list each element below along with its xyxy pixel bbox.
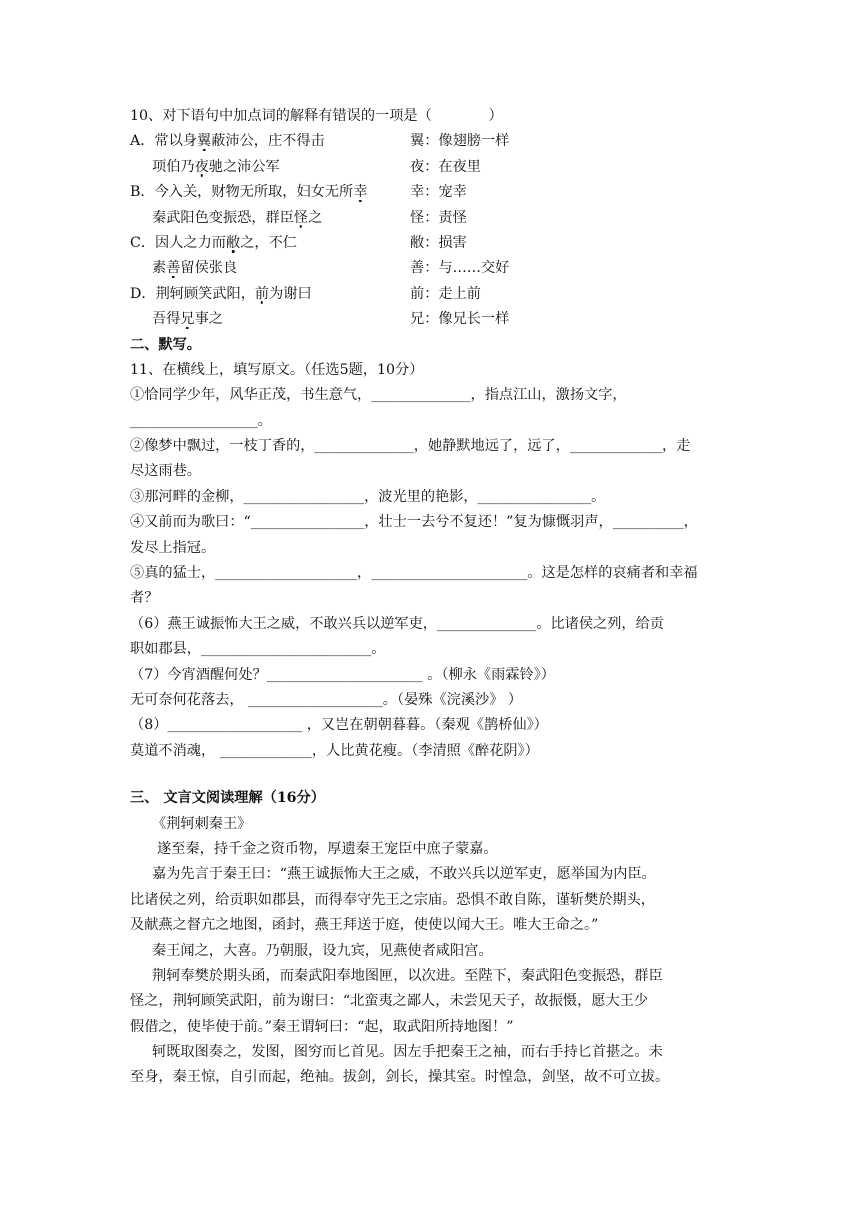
dictation-line: ②像梦中飘过，一枝丁香的，______________，她静默地远了，远了，_____________，走: [130, 438, 691, 455]
passage-line: 至身，秦王惊，自引而起，绝袖。拔剑，剑长，操其室。时惶急，剑坚，故不可立拔。: [130, 1069, 670, 1086]
option-explanation: 敝：损害: [410, 234, 467, 251]
passage-title: 《荆轲刺秦王》: [152, 815, 252, 832]
question-10-options: [130, 129, 730, 332]
dictation-line: （8）___________________ ，又岂在朝朝暮暮。（秦观《鹊桥仙》）: [130, 717, 548, 734]
emphasis-dot-char: 敝: [225, 234, 241, 251]
dictation-line: ①恰同学少年，风华正茂，书生意气，______________，指点江山，激扬文字，: [130, 387, 627, 404]
option-row: [130, 180, 730, 205]
question-10-stem: 10、对下语句中加点词的解释有错误的一项是（ ）: [130, 108, 503, 124]
passage-line: 遂至秦，持千金之资币物，厚遗秦王宠臣中庶子蒙嘉。: [157, 840, 498, 857]
dictation-line: ③那河畔的金柳，_________________，波光里的艳影，________________。: [130, 488, 606, 505]
option-sentence: D．荆轲顾笑武阳，前为谢曰: [130, 285, 312, 302]
emphasis-dot-char: 翼: [197, 133, 212, 150]
option-sentence: 项伯乃夜驰之沛公军: [152, 158, 280, 175]
dictation-line: 尽这雨巷。: [130, 463, 201, 480]
dictation-line: ⑤真的猛士，____________________，______________________。这是怎样的哀痛者和幸福: [130, 565, 698, 582]
option-explanation: 怪：责怪: [410, 209, 467, 226]
emphasis-dot-char: 幸: [353, 184, 368, 201]
emphasis-dot-char: 夜: [194, 158, 209, 175]
emphasis-dot-char: 前: [254, 285, 270, 302]
option-row: [130, 307, 730, 332]
dictation-line: 发尽上指冠。: [130, 539, 216, 556]
section-2-heading: 二、默写。: [130, 336, 201, 353]
dictation-lines: [130, 383, 730, 764]
option-row: [130, 282, 730, 307]
question-11-intro: 11、在横线上，填写原文。（任选5题，10分）: [130, 361, 424, 378]
emphasis-dot-char: 兄: [180, 311, 195, 328]
option-sentence: 素善留侯张良: [152, 260, 238, 277]
dictation-line: __________________。: [130, 412, 272, 429]
option-sentence: 吾得兄事之: [152, 311, 223, 328]
option-sentence: 秦武阳色变振恐，群臣怪之: [152, 209, 323, 226]
emphasis-dot-char: 善: [166, 260, 181, 277]
passage-line: 嘉为先言于秦王曰：“燕王诚振怖大王之威，不敢兴兵以逆军吏，愿举国为内臣。: [152, 866, 656, 883]
option-explanation: 夜：在夜里: [410, 158, 481, 175]
option-row: [130, 256, 730, 281]
emphasis-dot-char: 怪: [293, 209, 309, 226]
passage-line: 轲既取图奏之，发图，图穷而匕首见。因左手把秦王之袖，而右手持匕首揕之。未: [152, 1044, 663, 1061]
passage-line: 比诸侯之列，给贡职如郡县，而得奉守先王之宗庙。恐惧不敢自陈，谨斩樊於期头，: [130, 891, 655, 908]
dictation-line: 者？: [130, 590, 159, 607]
passage-line: 秦王闻之，大喜。乃朝服，设九宾，见燕使者咸阳宫。: [152, 942, 493, 959]
dictation-line: 职如郡县，________________________。: [130, 641, 386, 658]
classical-passage: [130, 837, 730, 1091]
option-sentence: B．今入关，财物无所取，妇女无所幸: [130, 184, 368, 201]
passage-line: 假借之，使毕使于前。”秦王谓轲曰：“起，取武阳所持地图！”: [130, 1018, 514, 1035]
option-sentence: A．常以身翼蔽沛公，庄不得击: [130, 133, 325, 150]
option-row: [130, 206, 730, 231]
passage-line: 怪之，荆轲顾笑武阳，前为谢曰：“北蛮夷之鄙人，未尝见天子，故振慑，愿大王少: [130, 993, 649, 1010]
option-explanation: 幸：宠幸: [410, 184, 467, 201]
passage-line: 荆轲奉樊於期头函，而秦武阳奉地图匣，以次进。至陛下，秦武阳色变振恐，群臣: [152, 967, 663, 984]
option-explanation: 兄：像兄长一样: [410, 311, 510, 328]
exam-page: [130, 104, 730, 1091]
section-3-heading: 三、 文言文阅读理解（16分）: [130, 790, 325, 807]
option-row: [130, 231, 730, 256]
passage-line: 及献燕之督亢之地图，函封，燕王拜送于庭，使使以闻大王。唯大王命之。”: [130, 917, 599, 934]
option-explanation: 善：与……交好: [410, 260, 510, 277]
option-explanation: 翼：像翅膀一样: [410, 133, 510, 150]
dictation-line: （6）燕王诚振怖大王之威，不敢兴兵以逆军吏，______________。比诸侯之列，给贡: [130, 615, 664, 632]
option-sentence: C．因人之力而敝之，不仁: [130, 234, 297, 251]
option-explanation: 前：走上前: [410, 285, 481, 302]
dictation-line: （7）今宵酒醒何处？______________________ 。（柳永《雨霖铃》）: [130, 666, 555, 683]
option-row: [130, 129, 730, 154]
option-row: [130, 155, 730, 180]
dictation-line: ④又前而为歌曰：“________________，壮士一去兮不复还！”复为慷慨羽声，__________，: [130, 514, 698, 531]
dictation-line: 无可奈何花落去， ___________________。（晏殊《浣溪沙》 ）: [130, 691, 523, 708]
dictation-line: 莫道不消魂， _____________，人比黄花瘦。（李清照《醉花阴》）: [130, 742, 539, 759]
